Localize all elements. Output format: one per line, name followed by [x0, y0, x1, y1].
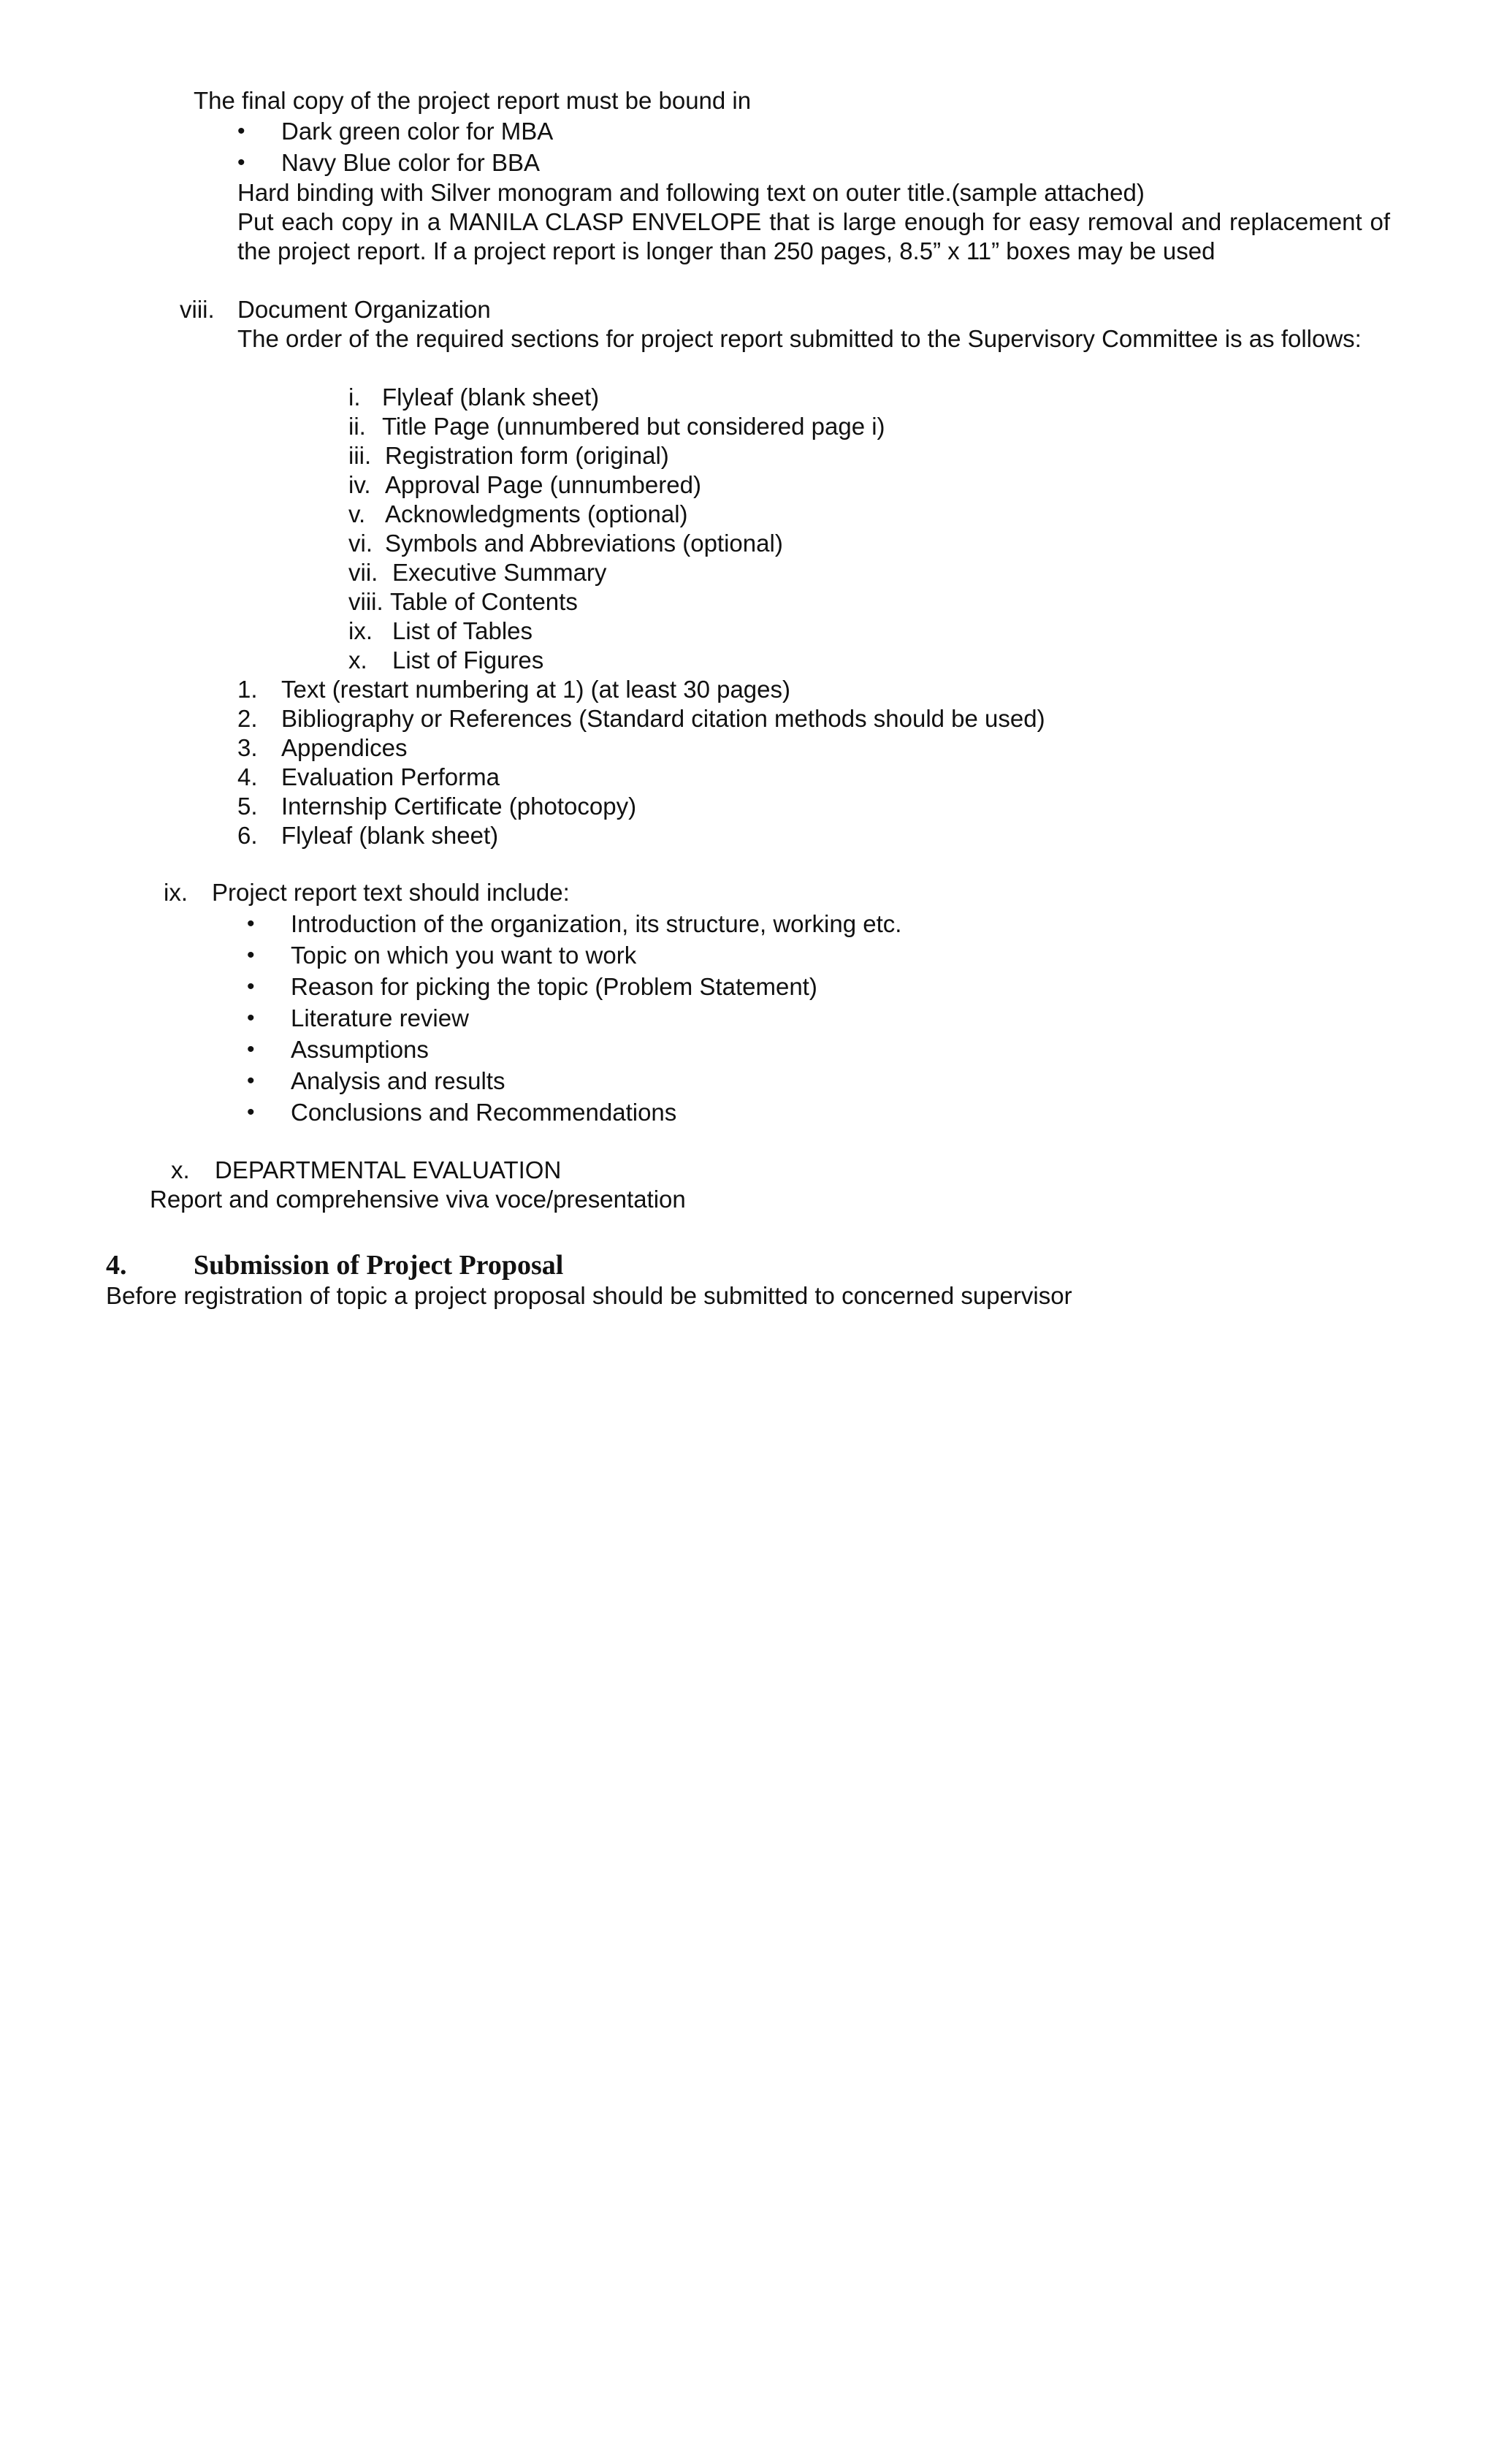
roman-num: v. — [348, 500, 366, 527]
roman-num: ix. — [348, 617, 373, 644]
bullet-icon: • — [247, 974, 255, 999]
bullet-icon: • — [247, 943, 255, 967]
bullet-icon: • — [247, 1006, 255, 1030]
list-number: 5. — [237, 793, 258, 820]
roman-item: Registration form (original) — [385, 442, 669, 469]
roman-num: vii. — [348, 559, 378, 586]
section-4-number: 4. — [106, 1250, 127, 1281]
list-number: 3. — [237, 734, 258, 761]
roman-item: List of Figures — [392, 646, 544, 674]
roman-num: x. — [348, 646, 367, 674]
bullet-icon: • — [237, 119, 245, 143]
roman-item: List of Tables — [392, 617, 533, 644]
list-item: Conclusions and Recommendations — [291, 1099, 677, 1126]
roman-num: i. — [348, 384, 361, 411]
bind-color-bba: Navy Blue color for BBA — [281, 149, 540, 176]
envelope-post: that is large enough for easy removal and replacement of — [761, 208, 1390, 235]
list-number: 2. — [237, 705, 258, 732]
section-4-body: Before registration of topic a project proposal should be submitted to concerned supervisor — [106, 1282, 1072, 1309]
list-item: Assumptions — [291, 1036, 429, 1063]
section-x-title: DEPARTMENTAL EVALUATION — [215, 1156, 562, 1183]
list-item: Internship Certificate (photocopy) — [281, 793, 637, 820]
section-ix-numeral: ix. — [164, 879, 188, 906]
list-item: Analysis and results — [291, 1067, 505, 1094]
bullet-icon: • — [247, 1100, 255, 1124]
section-viii-description: The order of the required sections for project report submitted to the Supervisory Committee is as follows: — [237, 325, 1362, 352]
bullet-icon: • — [237, 150, 245, 175]
roman-item: Acknowledgments (optional) — [385, 500, 688, 527]
section-viii-title: Document Organization — [237, 296, 491, 323]
list-number: 1. — [237, 676, 258, 703]
roman-num: vi. — [348, 530, 373, 557]
section-x-numeral: x. — [171, 1156, 190, 1183]
envelope-paragraph — [237, 207, 1390, 266]
bind-color-mba: Dark green color for MBA — [281, 118, 554, 145]
bound-in-text: The final copy of the project report must be bound in — [194, 87, 752, 114]
envelope-caps: MANILA CLASP ENVELOPE — [449, 208, 762, 235]
section-ix-title: Project report text should include: — [212, 879, 570, 906]
roman-num: viii. — [348, 588, 383, 615]
section-viii-numeral: viii. — [180, 296, 215, 323]
roman-num: iii. — [348, 442, 372, 469]
list-item: Flyleaf (blank sheet) — [281, 822, 499, 849]
envelope-line-2: the project report. If a project report is longer than 250 pages, 8.5” x 11” boxes may be used — [237, 237, 1216, 264]
hard-binding-text: Hard binding with Silver monogram and following text on outer title.(sample attached) — [237, 179, 1145, 206]
list-number: 4. — [237, 763, 258, 790]
list-item: Reason for picking the topic (Problem Statement) — [291, 973, 817, 1000]
list-item: Evaluation Performa — [281, 763, 500, 790]
list-item: Appendices — [281, 734, 408, 761]
list-item: Text (restart numbering at 1) (at least 30 pages) — [281, 676, 790, 703]
envelope-line-1 — [237, 207, 1390, 237]
roman-item: Executive Summary — [392, 559, 607, 586]
bullet-icon: • — [247, 912, 255, 936]
list-item: Bibliography or References (Standard citation methods should be used) — [281, 705, 1045, 732]
roman-item: Approval Page (unnumbered) — [385, 471, 701, 498]
roman-item: Flyleaf (blank sheet) — [382, 384, 600, 411]
list-number: 6. — [237, 822, 258, 849]
list-item: Topic on which you want to work — [291, 942, 637, 969]
roman-num: iv. — [348, 471, 371, 498]
envelope-pre: Put each copy in a — [237, 208, 449, 235]
section-4-title: Submission of Project Proposal — [194, 1250, 564, 1281]
list-item: Literature review — [291, 1004, 469, 1031]
section-x-body: Report and comprehensive viva voce/presentation — [150, 1186, 686, 1213]
bullet-icon: • — [247, 1037, 255, 1061]
roman-item: Table of Contents — [390, 588, 578, 615]
roman-item: Title Page (unnumbered but considered page i) — [382, 413, 885, 440]
bullet-icon: • — [247, 1069, 255, 1093]
roman-num: ii. — [348, 413, 366, 440]
roman-item: Symbols and Abbreviations (optional) — [385, 530, 783, 557]
list-item: Introduction of the organization, its structure, working etc. — [291, 910, 902, 937]
